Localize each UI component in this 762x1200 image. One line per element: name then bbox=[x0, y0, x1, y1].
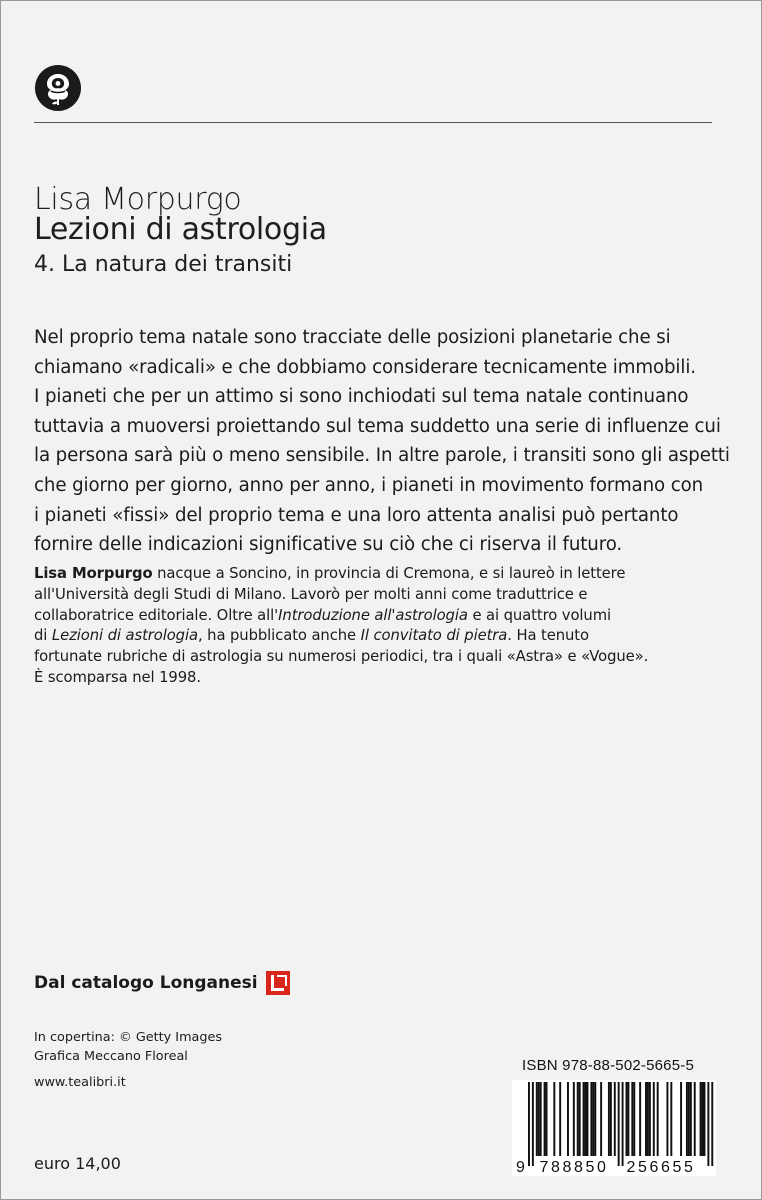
bio-line: È scomparsa nel 1998. bbox=[34, 668, 201, 686]
barcode-bar bbox=[639, 1082, 641, 1156]
barcode-bar bbox=[587, 1082, 589, 1156]
barcode-bar bbox=[633, 1082, 635, 1156]
barcode-bar bbox=[666, 1082, 668, 1156]
barcode-bar bbox=[594, 1082, 596, 1156]
barcode-bar bbox=[614, 1082, 616, 1156]
blurb-line: che giorno per giorno, anno per anno, i pianeti in movimento formano con bbox=[34, 474, 704, 496]
barcode-left-digits: 788850 bbox=[539, 1159, 609, 1176]
barcode-bar bbox=[528, 1082, 530, 1166]
barcode-bar bbox=[544, 1082, 546, 1156]
bio-line bbox=[34, 564, 724, 585]
barcode-right-digits: 256655 bbox=[626, 1159, 696, 1176]
barcode-bar bbox=[577, 1082, 579, 1156]
blurb-line: I pianeti che per un attimo si sono inchiodati sul tema natale continuano bbox=[34, 386, 689, 408]
barcode-bar bbox=[610, 1082, 612, 1156]
bio-text: . Ha tenuto bbox=[507, 627, 589, 645]
barcode-bar bbox=[645, 1082, 647, 1156]
isbn: ISBN 978-88-502-5665-5 bbox=[522, 1057, 695, 1074]
barcode-bar bbox=[700, 1082, 702, 1156]
book-title: Lezioni di astrologia bbox=[34, 212, 327, 247]
bio-line: fortunate rubriche di astrologia su numerosi periodici, tra i quali «Astra» e «Vogue». bbox=[34, 648, 649, 666]
book-blurb bbox=[34, 323, 730, 560]
barcode-bar bbox=[711, 1082, 713, 1166]
barcode-bar bbox=[622, 1082, 624, 1166]
header-divider bbox=[34, 122, 712, 123]
barcode-bar bbox=[567, 1082, 569, 1156]
barcode-bar bbox=[688, 1082, 690, 1156]
price: euro 14,00 bbox=[34, 1154, 121, 1173]
barcode-bar bbox=[694, 1082, 696, 1156]
blurb-line: i pianeti «fissi» del proprio tema e una loro attenta analisi può pertanto bbox=[34, 504, 679, 526]
bio-book-title: Lezioni di astrologia bbox=[51, 627, 198, 645]
bio-text: nacque a Soncino, in provincia di Cremona, e si laureò in lettere bbox=[152, 565, 626, 582]
barcode-bar bbox=[536, 1082, 538, 1156]
barcode-bar bbox=[670, 1082, 672, 1156]
blurb-line: fornire delle indicazioni significative su ciò che ci riserva il futuro. bbox=[34, 534, 623, 556]
bio-line: all'Università degli Studi di Milano. Lavorò per molti anni come traduttrice e bbox=[34, 585, 588, 603]
barcode-bar bbox=[532, 1082, 534, 1166]
bio-book-title: Introduzione all'astrologia bbox=[278, 606, 468, 624]
barcode-bar bbox=[690, 1082, 692, 1156]
barcode-bar bbox=[540, 1082, 542, 1156]
author-bio bbox=[34, 564, 724, 689]
barcode-bar bbox=[583, 1082, 585, 1156]
volume-subtitle: 4. La natura dei transiti bbox=[34, 252, 293, 277]
bio-text: , ha pubblicato anche bbox=[197, 627, 361, 645]
barcode-bar bbox=[579, 1082, 581, 1156]
blurb-line: la persona sarà più o meno sensibile. In altre parole, i transiti sono gli aspetti bbox=[34, 445, 730, 467]
barcode bbox=[512, 1080, 716, 1176]
barcode-bar bbox=[707, 1082, 709, 1166]
barcode-bar bbox=[600, 1082, 602, 1156]
barcode-bar bbox=[704, 1082, 706, 1156]
cover-credits bbox=[34, 1028, 222, 1066]
bio-line bbox=[34, 606, 724, 627]
barcode-bar bbox=[592, 1082, 594, 1156]
cover-image-credit: In copertina: © Getty Images bbox=[34, 1030, 223, 1045]
publisher-catalog bbox=[34, 970, 290, 996]
barcode-bar bbox=[627, 1082, 629, 1156]
bio-text: di bbox=[34, 627, 52, 645]
bio-author-name: Lisa Morpurgo bbox=[34, 565, 153, 582]
publisher-website: www.tealibri.it bbox=[34, 1075, 126, 1090]
barcode-bar bbox=[618, 1082, 620, 1166]
bio-text: collaboratrice editoriale. Oltre all' bbox=[34, 606, 279, 624]
catalog-label: Dal catalogo Longanesi bbox=[34, 973, 258, 993]
barcode-bar bbox=[573, 1082, 575, 1156]
barcode-bar bbox=[538, 1082, 540, 1156]
barcode-first-digit: 9 bbox=[516, 1159, 525, 1176]
blurb-line: tuttavia a muoversi proiettando sul tema suddetto una serie di influenze cui bbox=[34, 415, 721, 437]
barcode-bar bbox=[590, 1082, 592, 1156]
barcode-bar bbox=[631, 1082, 633, 1156]
barcode-bar bbox=[553, 1082, 555, 1156]
barcode-bar bbox=[647, 1082, 649, 1156]
design-credit: Grafica Meccano Floreal bbox=[34, 1049, 188, 1064]
bio-line bbox=[34, 626, 724, 647]
barcode-bar bbox=[559, 1082, 561, 1156]
barcode-bar bbox=[702, 1082, 704, 1156]
barcode-bar bbox=[608, 1082, 610, 1156]
rose-logo-icon bbox=[34, 64, 82, 112]
barcode-bar bbox=[585, 1082, 587, 1156]
barcode-bar bbox=[680, 1082, 682, 1156]
bio-text: e ai quattro volumi bbox=[467, 606, 612, 624]
longanesi-logo-icon bbox=[266, 971, 290, 995]
barcode-bar bbox=[686, 1082, 688, 1156]
blurb-line: Nel proprio tema natale sono tracciate delle posizioni planetarie che si bbox=[34, 327, 671, 348]
bio-book-title: Il convitato di pietra bbox=[360, 627, 508, 645]
barcode-bar bbox=[649, 1082, 651, 1156]
barcode-bar bbox=[546, 1082, 548, 1156]
blurb-line: chiamano «radicali» e che dobbiamo considerare tecnicamente immobili. bbox=[34, 356, 696, 378]
barcode-bar bbox=[653, 1082, 655, 1156]
barcode-bar bbox=[626, 1082, 628, 1156]
author-name: Lisa Morpurgo bbox=[34, 182, 242, 217]
barcode-bar bbox=[657, 1082, 659, 1156]
